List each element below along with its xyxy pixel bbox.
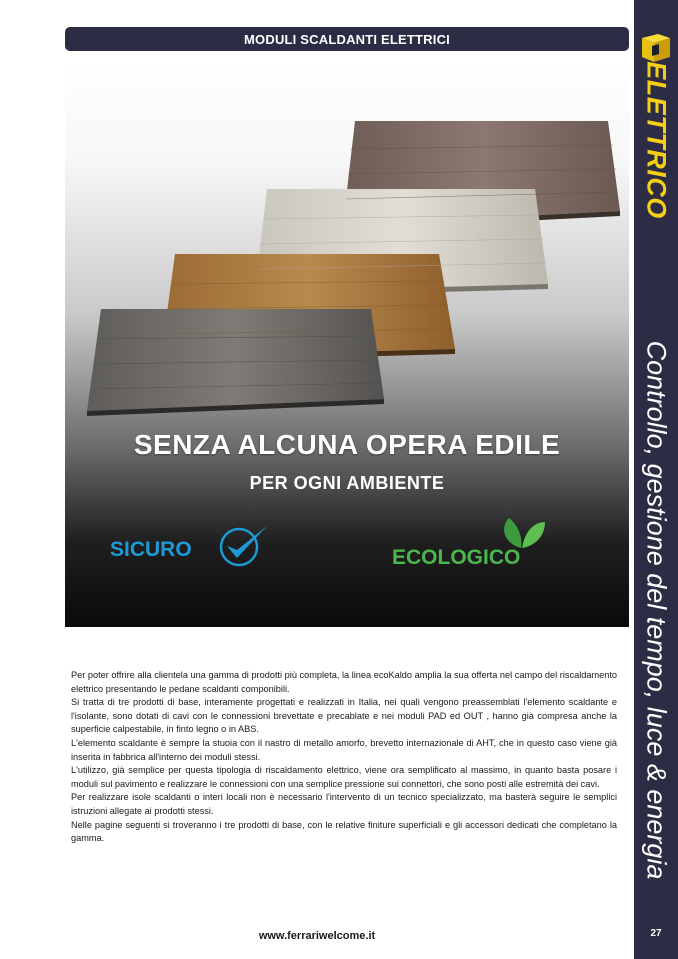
sicuro-badge: SICURO	[110, 538, 192, 561]
sidebar-tagline: Controllo, gestione del tempo, luce & energia	[641, 340, 672, 880]
leaf-icon	[495, 514, 547, 550]
hero-headline: SENZA ALCUNA OPERA EDILE	[133, 429, 561, 460]
paragraph: L'elemento scaldante è sempre la stuoia con il nastro di metallo amorfo, brevetto internazionale di AHT, che in questo caso viene già inserita in fabbrica all'interno dei moduli stessi.	[71, 737, 617, 762]
hero-image	[65, 59, 629, 627]
page-number: 27	[650, 928, 662, 939]
body-text	[71, 669, 617, 846]
paragraph: Per poter offrire alla clientela una gamma di prodotti più completa, la linea ecoKaldo amplia la sua offerta nel campo del riscaldamento elettrico presentando le pedane scaldanti componibili.	[71, 670, 617, 694]
paragraph: L'utilizzo, già semplice per questa tipologia di riscaldamento elettrico, viene ora semplificato al massimo, in quanto basta posare i moduli sul pavimento e realizzare le connessioni con una semplice pressione sui connettori, che sono posti alle estremità dei cavi.	[71, 765, 617, 789]
category-label: ELETTRICO	[641, 61, 672, 219]
section-title-bar	[65, 27, 629, 51]
check-icon	[215, 522, 271, 568]
paragraph: Nelle pagine seguenti si troveranno i tre prodotti di base, con le relative finiture superficiali e gli accessori dedicati che completano la gamma.	[71, 819, 617, 844]
grey-wood-panel	[87, 309, 384, 411]
sidebar	[634, 0, 678, 959]
section-title: MODULI SCALDANTI ELETTRICI	[244, 31, 450, 47]
paragraph: Per realizzare isole scaldanti o interi locali non è necessario l'intervento di un tecnico specializzato, ma basterà seguire le semplici istruzioni allegate ai prodotti stessi.	[71, 792, 617, 816]
ecologico-badge: ECOLOGICO	[392, 546, 521, 569]
hero-subheadline: PER OGNI AMBIENTE	[249, 473, 445, 493]
paragraph: Si tratta di tre prodotti di base, interamente progettati e realizzati in Italia, nei quali vengono preassemblati l'elemento scaldante e l'isolante, sono dotati di cavi con le connessioni brevettate e precablate e nei moduli PAD ed OUT , hanno già compresa anche la superficie calpestabile, in finto legno o in ABS.	[71, 697, 617, 735]
footer-url[interactable]: www.ferrariwelcome.it	[258, 930, 376, 942]
